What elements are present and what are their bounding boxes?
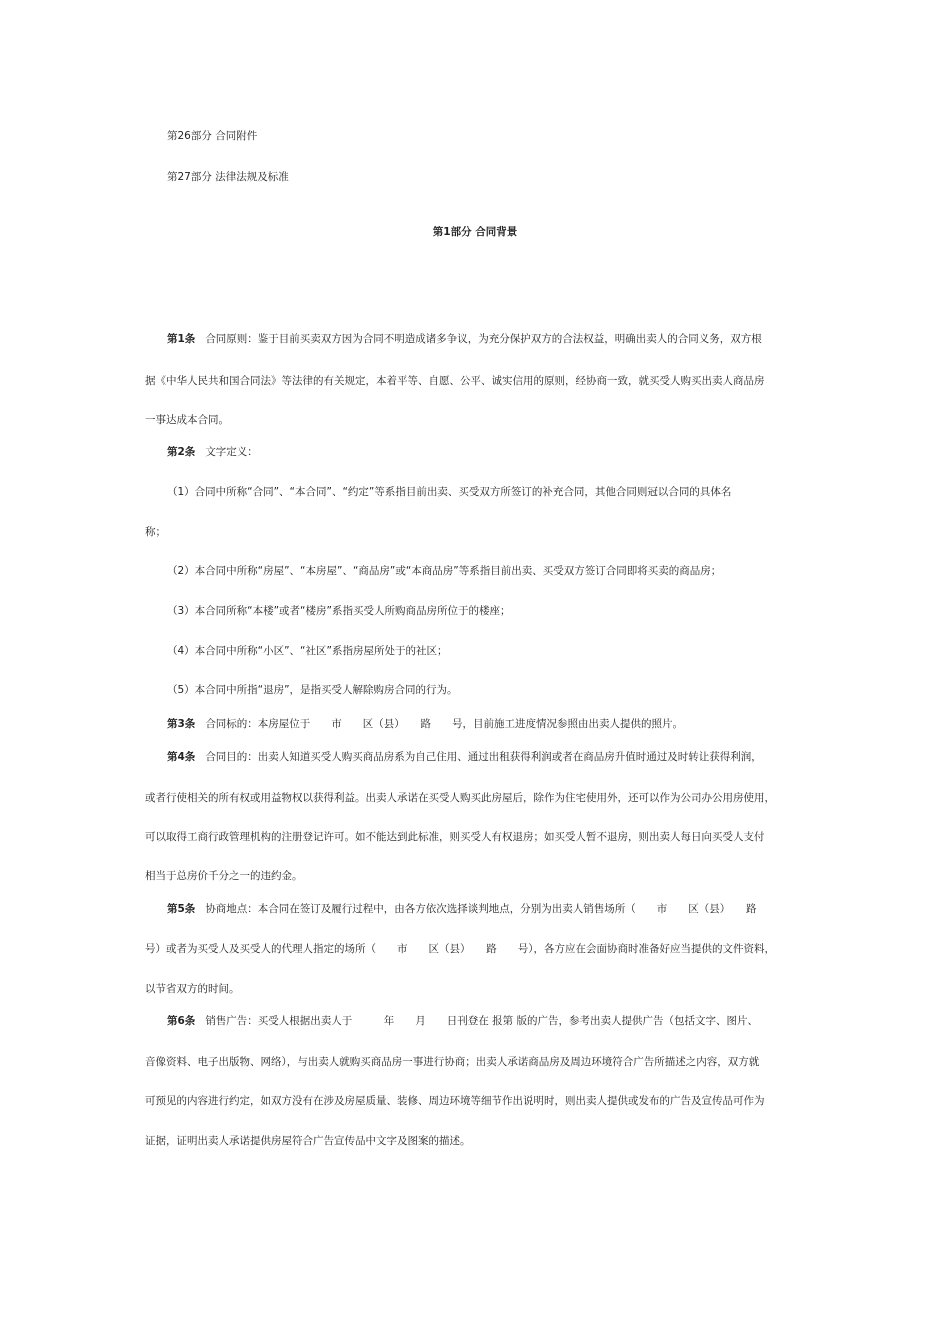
article-2-line-1: 第2条 文字定义：	[167, 446, 258, 458]
article-6-line-1: 第6条 销售广告：买受人根据出卖人于 年 月 日刊登在 报第 版的广告，参考出卖人提供广告（包括文字、图片、	[167, 1015, 758, 1027]
article-label: 第3条	[167, 718, 196, 730]
article-label: 第4条	[167, 751, 196, 763]
article-5-line-1: 第5条 协商地点：本合同在签订及履行过程中，由各方依次选择谈判地点，分别为出卖人销售场所（ 市 区（县） 路	[167, 903, 757, 915]
article-3-line-1: 第3条 合同标的：本房屋位于 市 区（县） 路 号，目前施工进度情况参照由出卖人提供的照片。	[167, 718, 684, 730]
article-1-line-3: 一事达成本合同。	[145, 414, 229, 426]
article-5-line-3: 以节省双方的时间。	[145, 983, 240, 995]
toc-item-26: 第26部分 合同附件	[167, 130, 258, 142]
definition-1-line-1: （1）合同中所称“合同”、“本合同”、“约定”等系指目前出卖、买受双方所签订的补充合同，其他合同则冠以合同的具体名	[167, 486, 732, 498]
definition-5: （5）本合同中所指“退房”，是指买受人解除购房合同的行为。	[167, 684, 458, 696]
article-4-line-1: 第4条 合同目的：出卖人知道买受人购买商品房系为自己住用、通过出租获得利润或者在商品房升值时通过及时转让获得利润，	[167, 751, 762, 763]
article-label: 第6条	[167, 1015, 196, 1027]
definition-1-line-2: 称；	[145, 526, 166, 538]
definition-4: （4）本合同中所称“小区”、“社区”系指房屋所处于的社区；	[167, 645, 448, 657]
article-label: 第2条	[167, 446, 196, 458]
article-5-line-2: 号）或者为买受人及买受人的代理人指定的场所（ 市 区（县） 路 号），各方应在会面协商时准备好应当提供的文件资料，	[145, 943, 775, 955]
definition-3: （3）本合同所称“本楼”或者“楼房”系指买受人所购商品房所位于的楼座；	[167, 605, 511, 617]
article-4-line-2: 或者行使相关的所有权或用益物权以获得利益。出卖人承诺在买受人购买此房屋后，除作为住宅使用外，还可以作为公司办公用房使用，	[145, 792, 775, 804]
article-6-line-2: 音像资料、电子出版物、网络），与出卖人就购买商品房一事进行协商；出卖人承诺商品房及周边环境符合广告所描述之内容，双方就	[145, 1056, 760, 1068]
article-4-line-3: 可以取得工商行政管理机构的注册登记许可。如不能达到此标准，则买受人有权退房；如买受人暂不退房，则出卖人每日向买受人支付	[145, 831, 765, 843]
article-1-line-1: 第1条 合同原则：鉴于目前买卖双方因为合同不明造成诸多争议，为充分保护双方的合法权益，明确出卖人的合同义务，双方根	[167, 333, 762, 345]
section-title: 第1部分 合同背景	[432, 226, 518, 238]
article-1-line-2: 据《中华人民共和国合同法》等法律的有关规定，本着平等、自愿、公平、诚实信用的原则，经协商一致，就买受人购买出卖人商品房	[145, 375, 765, 387]
article-6-line-4: 证据，证明出卖人承诺提供房屋符合广告宣传品中文字及图案的描述。	[145, 1135, 471, 1147]
article-6-line-3: 可预见的内容进行约定，如双方没有在涉及房屋质量、装修、周边环境等细节作出说明时，则出卖人提供或发布的广告及宣传品可作为	[145, 1095, 765, 1107]
article-4-line-4: 相当于总房价千分之一的违约金。	[145, 870, 303, 882]
article-label: 第5条	[167, 903, 196, 915]
definition-2: （2）本合同中所称“房屋”、“本房屋”、“商品房”或“本商品房”等系指目前出卖、买受双方签订合同即将买卖的商品房；	[167, 565, 722, 577]
article-label: 第1条	[167, 333, 196, 345]
toc-item-27: 第27部分 法律法规及标准	[167, 171, 289, 183]
